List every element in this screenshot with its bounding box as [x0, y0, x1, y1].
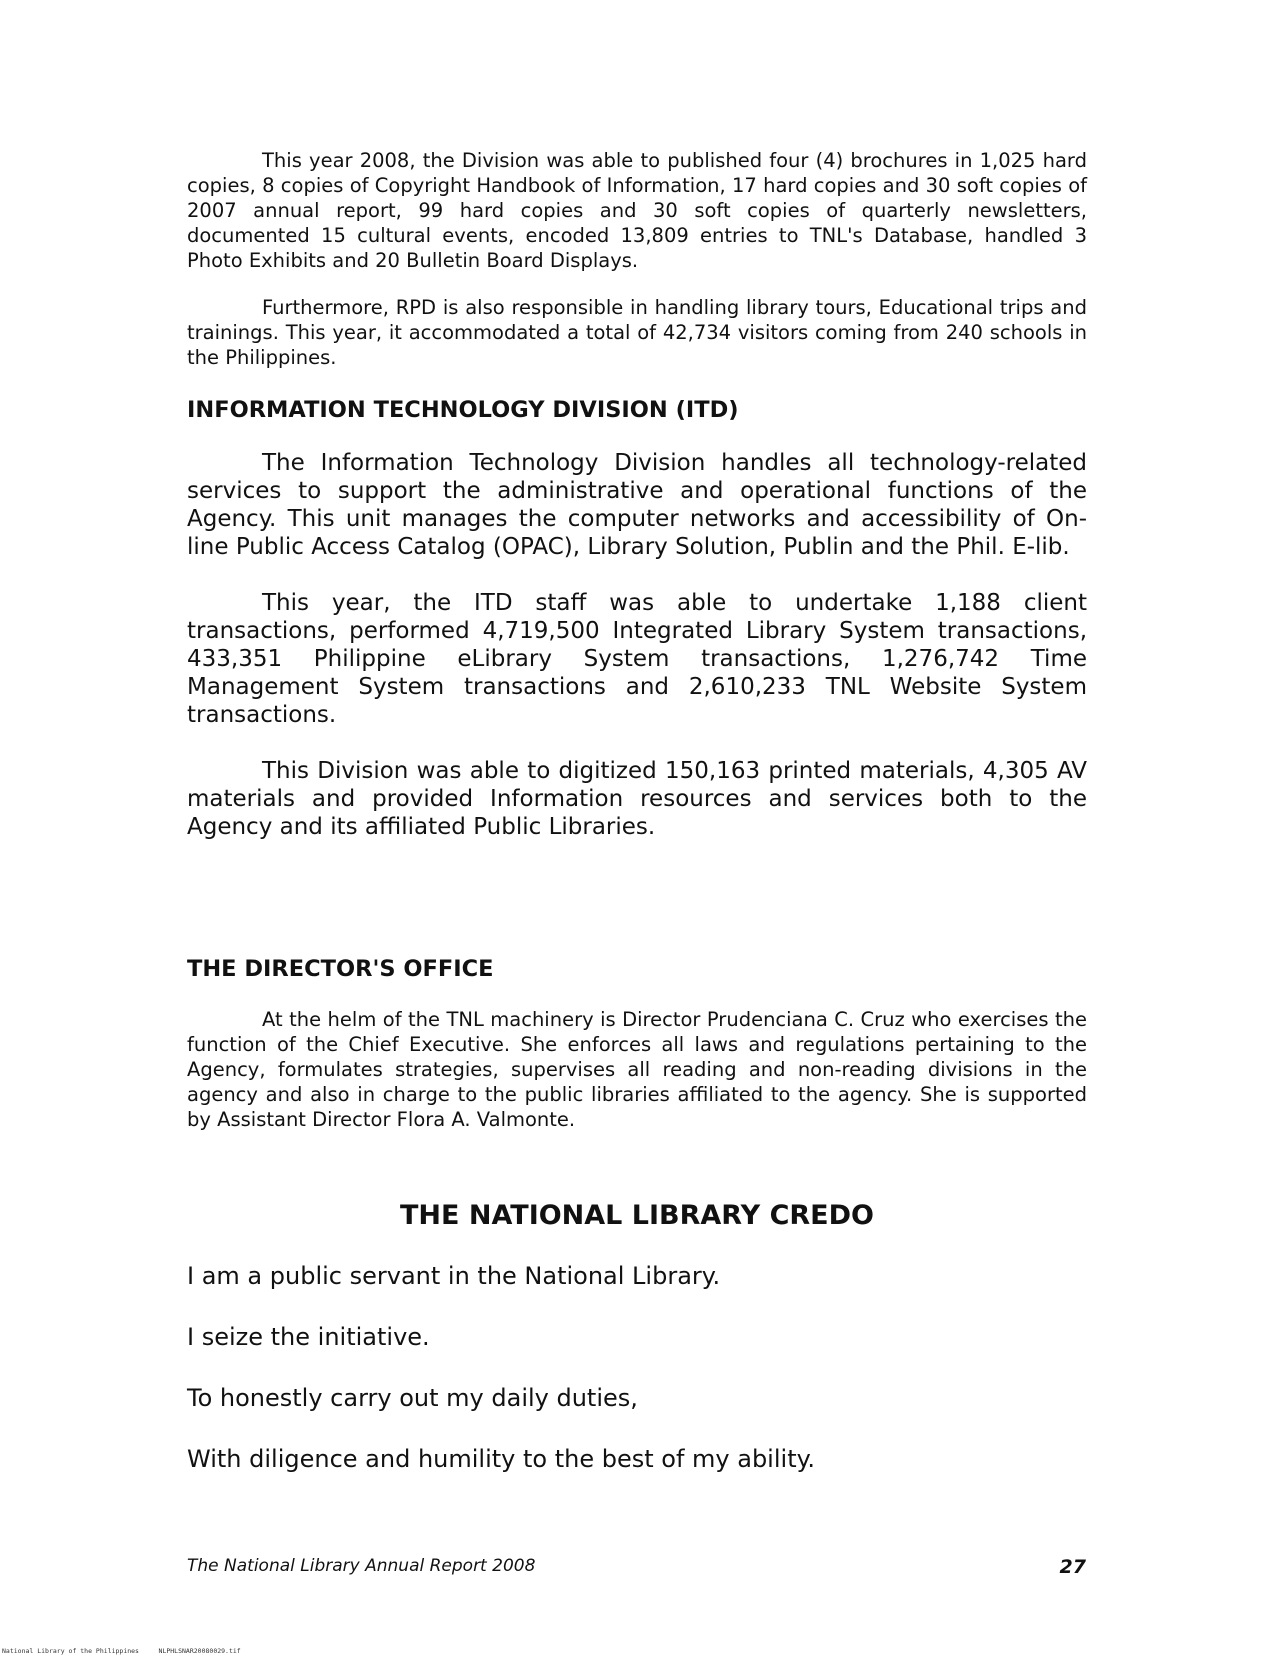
credo-line-1: I am a public servant in the National Library. — [187, 1262, 721, 1290]
itd-paragraph-3: This Division was able to digitized 150,163 printed materials, 4,305 AV materials and provided Information resources and services both to the Agency and its affiliated Public Libraries. — [187, 758, 1087, 840]
itd-paragraph-2: This year, the ITD staff was able to undertake 1,188 client transactions, performed 4,719,500 Integrated Library System transactions, 433,351 Philippine eLibrary System transactions, 1,276,742 Time Management System transactions and 2,610,233 TNL Website System transactions. — [187, 590, 1087, 728]
directors-office-heading: THE DIRECTOR'S OFFICE — [187, 956, 494, 982]
rpd-paragraph-1: This year 2008, the Division was able to published four (4) brochures in 1,025 hard copies, 8 copies of Copyright Handbook of Information, 17 hard copies and 30 soft copies of 2007 annual report, 99 hard copies and 30 soft copies of quarterly newsletters, documented 15 cultural events, encoded 13,809 entries to TNL's Database, handled 3 Photo Exhibits and 20 Bulletin Board Displays. — [187, 149, 1087, 272]
credo-line-4: With diligence and humility to the best of my ability. — [187, 1445, 816, 1473]
itd-paragraph-1: The Information Technology Division handles all technology-related services to support the administrative and operational functions of the Agency. This unit manages the computer networks and accessibility of On-line Public Access Catalog (OPAC), Library Solution, Publin and the Phil. E-lib. — [187, 450, 1087, 560]
footer-page-number: 27 — [1059, 1556, 1086, 1578]
page-content — [187, 148, 1087, 1474]
rpd-section — [187, 148, 1087, 370]
itd-heading: INFORMATION TECHNOLOGY DIVISION (ITD) — [187, 397, 739, 423]
directors-office-paragraph: At the helm of the TNL machinery is Director Prudenciana C. Cruz who exercises the function of the Chief Executive. She enforces all laws and regulations pertaining to the Agency, formulates strategies, supervises all reading and non-reading divisions in the agency and also in charge to the public libraries affiliated to the agency. She is supported by Assistant Director Flora A. Valmonte. — [187, 1008, 1087, 1131]
credo-line-3: To honestly carry out my daily duties, — [187, 1384, 638, 1412]
footer-report-title: The National Library Annual Report 2008 — [187, 1556, 536, 1576]
scan-file-note: National Library of the Philippines NLPHLSNAR20080029.tif — [2, 1647, 241, 1655]
itd-section — [187, 449, 1087, 841]
credo-line-2: I seize the initiative. — [187, 1323, 430, 1351]
credo-title: THE NATIONAL LIBRARY CREDO — [400, 1200, 874, 1231]
directors-office-section — [187, 1007, 1087, 1132]
rpd-paragraph-2: Furthermore, RPD is also responsible in handling library tours, Educational trips and trainings. This year, it accommodated a total of 42,734 visitors coming from 240 schools in the Philippines. — [187, 296, 1087, 369]
credo-lines — [187, 1261, 1087, 1474]
